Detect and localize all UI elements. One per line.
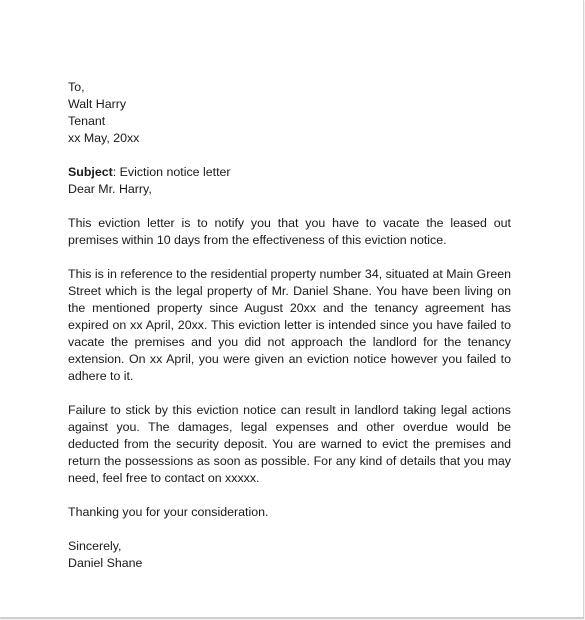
valediction: Sincerely, — [68, 539, 122, 553]
subject-label: Subject — [68, 165, 113, 179]
paragraph-thanks: Thanking you for your consideration. — [68, 505, 269, 519]
greeting: Dear Mr. Harry, — [68, 182, 152, 196]
closing-block — [68, 538, 511, 572]
to-line: To, — [68, 80, 85, 94]
letter-date: xx May, 20xx — [68, 131, 140, 145]
recipient-role: Tenant — [68, 114, 106, 128]
recipient-name: Walt Harry — [68, 97, 127, 111]
subject-text: : Eviction notice letter — [112, 165, 231, 179]
paragraph-warning: Failure to stick by this eviction notice can result in landlord taking legal actions against you. The damages, legal expenses and other overdue would be deducted from the security deposit. You are warned to evict the premises and return the possessions as soon as possible. For any kind of details that you may need, feel free to contact on xxxxx. — [68, 403, 511, 485]
letter-body — [68, 79, 511, 572]
signature-name: Daniel Shane — [68, 556, 143, 570]
subject-line — [68, 164, 511, 181]
paragraph-reference: This is in reference to the residential property number 34, situated at Main Green Street which is the legal property of Mr. Daniel Shane. You have been living on the mentioned property since August 20xx and the tenancy agreement has expired on xx April, 20xx. This eviction letter is intended since you have failed to vacate the premises and you did not approach the landlord for the tenancy extension. On xx April, you were given an eviction notice however you failed to adhere to it. — [68, 267, 511, 383]
recipient-block — [68, 79, 511, 147]
paragraph-notice: This eviction letter is to notify you that you have to vacate the leased out premises within 10 days from the effectiveness of this eviction notice. — [68, 216, 511, 247]
